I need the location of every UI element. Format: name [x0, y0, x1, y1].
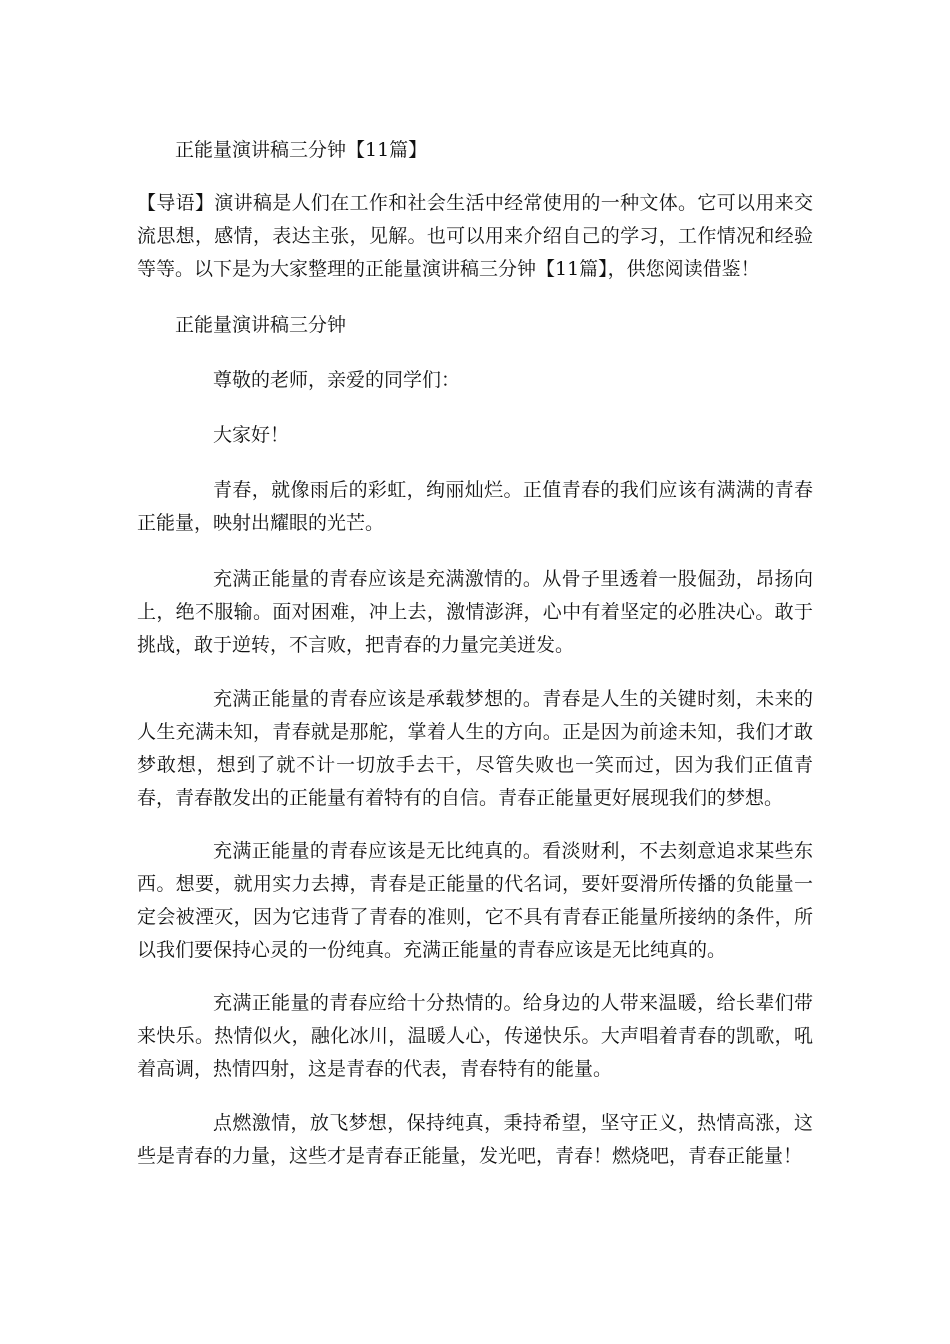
body-paragraph-3: 充满正能量的青春应该是承载梦想的。青春是人生的关键时刻，未来的人生充满未知，青春就是那舵，掌着人生的方向。正是因为前途未知，我们才敢梦敢想，想到了就不计一切放手去干，尽管失败也一笑而过，因为我们正值青春，青春散发出的正能量有着特有的自信。青春正能量更好展现我们的梦想。 — [137, 688, 813, 809]
body-paragraph-2: 充满正能量的青春应该是充满激情的。从骨子里透着一股倔劲，昂扬向上，绝不服输。面对困难，冲上去，激情澎湃，心中有着坚定的必胜决心。敢于挑战，敢于逆转，不言败，把青春的力量完美迸发。 — [137, 568, 813, 656]
intro-paragraph: 【导语】演讲稿是人们在工作和社会生活中经常使用的一种文体。它可以用来交流思想，感情，表达主张，见解。也可以用来介绍自己的学习，工作情况和经验等等。以下是为大家整理的正能量演讲稿三分钟【11篇】，供您阅读借鉴！ — [137, 192, 813, 280]
body-paragraph-6: 点燃激情，放飞梦想，保持纯真，秉持希望，坚守正义，热情高涨，这些是青春的力量，这些才是青春正能量，发光吧，青春！燃烧吧，青春正能量！ — [137, 1112, 813, 1167]
body-paragraph-4: 充满正能量的青春应该是无比纯真的。看淡财利，不去刻意追求某些东西。想要，就用实力去搏，青春是正能量的代名词，要奸耍滑所传播的负能量一定会被湮灭，因为它违背了青春的准则，它不具有青春正能量所接纳的条件，所以我们要保持心灵的一份纯真。充满正能量的青春应该是无比纯真的。 — [137, 840, 813, 961]
document-title: 正能量演讲稿三分钟【11篇】 — [175, 139, 428, 161]
salutation: 尊敬的老师，亲爱的同学们： — [213, 369, 461, 391]
body-paragraph-5: 充满正能量的青春应给十分热情的。给身边的人带来温暖，给长辈们带来快乐。热情似火，融化冰川，温暖人心，传递快乐。大声唱着青春的凯歌，吼着高调，热情四射，这是青春的代表，青春特有的能量。 — [137, 992, 813, 1080]
section-title: 正能量演讲稿三分钟 — [175, 314, 347, 336]
greeting: 大家好！ — [213, 424, 290, 446]
body-paragraph-1: 青春，就像雨后的彩虹，绚丽灿烂。正值青春的我们应该有满满的青春正能量，映射出耀眼的光芒。 — [137, 479, 813, 534]
